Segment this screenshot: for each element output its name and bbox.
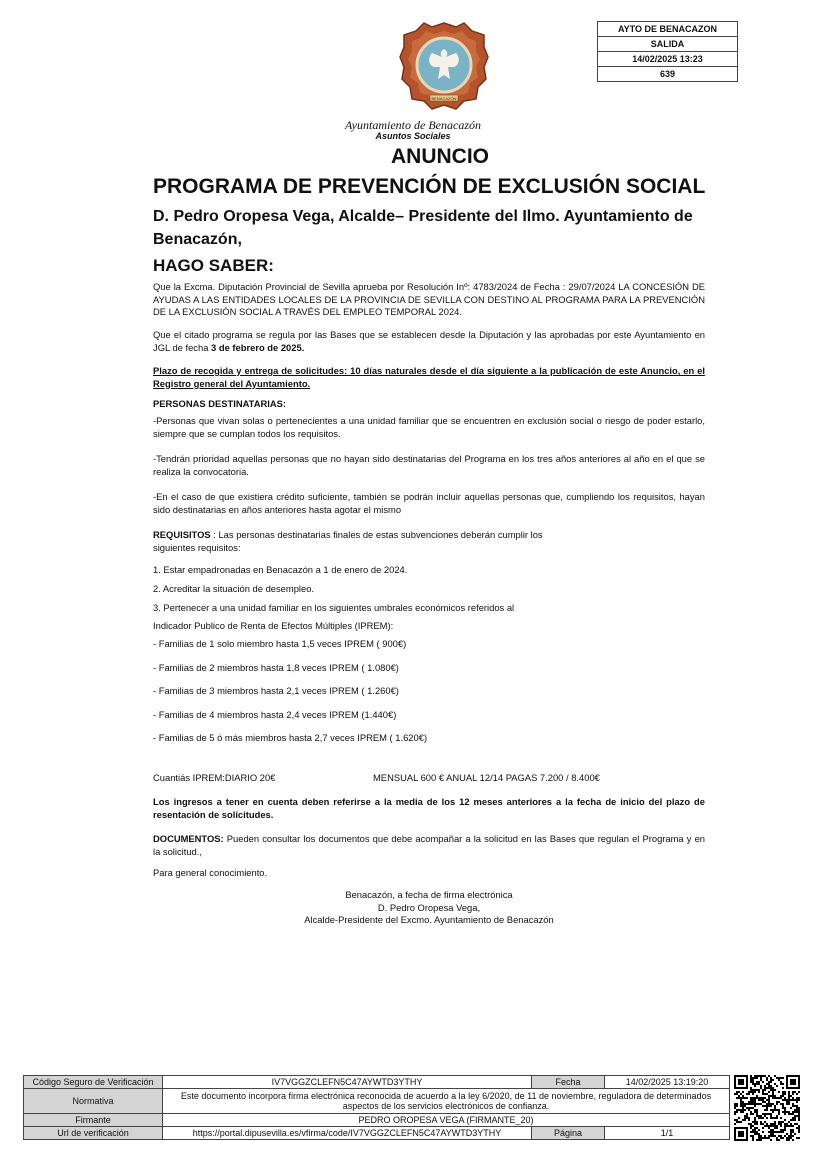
stamp-type: SALIDA (598, 37, 737, 52)
pagina-value: 1/1 (605, 1127, 730, 1140)
signature-place-date: Benacazón, a fecha de firma electrónica (345, 889, 513, 900)
iprem-threshold: - Familias de 5 ó más miembros hasta 2,7 veces IPREM ( 1.620€) (153, 732, 428, 743)
iprem-threshold: - Familias de 2 miembros hasta 1,8 veces IPREM ( 1.080€) (153, 662, 399, 673)
requisitos-text: : Las personas destinatarias finales de estas subvenciones deberán cumplir los (210, 529, 543, 540)
requisito-item: Indicador Publico de Renta de Efectos Múltiples (IPREM): (153, 620, 394, 631)
iprem-threshold: - Familias de 3 miembros hasta 2,1 veces IPREM ( 1.260€) (153, 685, 399, 696)
registry-stamp (597, 21, 738, 82)
program-title: PROGRAMA DE PREVENCIÓN DE EXCLUSIÓN SOCIAL (153, 175, 706, 198)
requisito-item: 3. Pertenecer a una unidad familiar en los siguientes umbrales económicos referidos al (153, 602, 515, 613)
csv-label: Código Seguro de Verificación (24, 1076, 163, 1089)
requisitos-label: REQUISITOS (153, 529, 211, 540)
requisitos-intro (153, 529, 705, 554)
paragraph-bases (153, 329, 705, 354)
pagina-label: Página (532, 1127, 605, 1140)
iprem-threshold: - Familias de 4 miembros hasta 2,4 veces IPREM (1.440€) (153, 709, 397, 720)
fecha-label: Fecha (532, 1076, 605, 1089)
requisito-item: 1. Estar empadronadas en Benacazón a 1 de enero de 2024. (153, 564, 408, 575)
csv-value: IV7VGGZCLEFN5C47AYWTD3YTHY (163, 1076, 532, 1089)
plazo-notice: Plazo de recogida y entrega de solicitudes: 10 días naturales desde el día siguiente a la publicación de este Anuncio, en el Registro general del Ayuntamiento. (153, 365, 705, 389)
ingresos-notice: Los ingresos a tener en cuenta deben referirse a la media de los 12 meses anteriores a la fecha de inicio del plazo de resentación de solicitudes. (153, 796, 705, 820)
department-name: Asuntos Sociales (375, 131, 451, 141)
personas-item: -Personas que vivan solas o pertenecientes a una unidad familiar que se encuentren en exclusión social o riesgo de poder estarlo, siempre que se cumplan todos los requisitos. (153, 415, 705, 439)
hago-saber-heading: HAGO SABER: (153, 256, 274, 275)
cuantias-line (153, 772, 705, 785)
document-title: ANUNCIO (391, 145, 489, 168)
qr-code-icon (734, 1075, 800, 1141)
closing-text: Para general conocimiento. (153, 867, 268, 878)
entity-name: Ayuntamiento de Benacazón (345, 118, 481, 132)
firmante-label: Firmante (24, 1114, 163, 1127)
fecha-value: 14/02/2025 13:19:20 (605, 1076, 730, 1089)
url-label: Url de verificación (24, 1127, 163, 1140)
cuantias-diario: Cuantiás IPREM:DIARIO 20€ (153, 772, 276, 783)
personas-item: -En el caso de que existiera crédito suficiente, también se podrán incluir aquellas personas que, cumpliendo los requisitos, hayan sido destinatarias en años anteriores hasta agotar el mismo (153, 491, 705, 515)
municipal-crest-logo (398, 21, 490, 111)
stamp-datetime: 14/02/2025 13:23 (598, 52, 737, 67)
verification-table (23, 1075, 730, 1140)
normativa-label: Normativa (24, 1089, 163, 1114)
signature-role: Alcalde-Presidente del Excmo. Ayuntamiento de Benacazón (304, 914, 554, 926)
verification-url[interactable]: https://portal.dipusevilla.es/vfirma/code/IV7VGGZCLEFN5C47AYWTD3YTHY (163, 1127, 532, 1140)
personas-item: -Tendrán prioridad aquellas personas que no hayan sido destinatarias del Programa en los tres años anteriores al año en el que se realiza la convocatoria. (153, 453, 705, 477)
normativa-value: Este documento incorpora firma electrónica reconocida de acuerdo a la ley 6/2020, de 11 de noviembre, reguladora de determinados aspectos de los servicios electrónicos de confianza. (163, 1089, 730, 1114)
bases-text: Que el citado programa se regula por las Bases que se establecen desde la Diputación y las aprobadas por este Ayuntamiento en JGL de fecha (153, 329, 705, 353)
signature-name: D. Pedro Oropesa Vega, (377, 901, 481, 913)
documentos-text: Pueden consultar los documentos que debe acompañar a la solicitud en las Bases que regulan el Programa y en la solicitud., (153, 833, 705, 857)
documentos-label: DOCUMENTOS: (153, 833, 224, 844)
stamp-entity: AYTO DE BENACAZON (598, 22, 737, 37)
stamp-number: 639 (659, 69, 676, 79)
personas-heading: PERSONAS DESTINATARIAS: (153, 398, 286, 409)
iprem-threshold: - Familias de 1 solo miembro hasta 1,5 veces IPREM ( 900€) (153, 638, 407, 649)
signature-block (153, 889, 705, 927)
cuantias-mensual-anual: MENSUAL 600 € ANUAL 12/14 PAGAS 7.200 / 8.400€ (373, 772, 600, 783)
documentos-paragraph (153, 833, 705, 858)
mayor-heading: D. Pedro Oropesa Vega, Alcalde– Presidente del Ilmo. Ayuntamiento de Benacazón, (153, 208, 693, 248)
paragraph-resolution: Que la Excma. Diputación Provincial de Sevilla aprueba por Resolución Inº: 4783/2024 de Fecha : 29/07/2024 LA CONCESIÓN DE AYUDAS A LAS ENTIDADES LOCALES DE LA PROVINCIA DE SEVILLA CON DESTINO AL PROGRAMA PARA LA PREVENCIÓN DE LA EXCLUSIÓN SOCIAL A TRAVÉS DEL EMPLEO TEMPORAL 2024. (153, 281, 705, 318)
crest-banner-text: BENACAZÓN (431, 96, 457, 101)
requisitos-text-2: siguientes requisitos: (153, 541, 241, 553)
bases-date: 3 de febrero de 2025. (211, 341, 305, 353)
requisito-item: 2. Acreditar la situación de desempleo. (153, 583, 315, 594)
firmante-value: PEDRO OROPESA VEGA (FIRMANTE_20) (163, 1114, 730, 1127)
